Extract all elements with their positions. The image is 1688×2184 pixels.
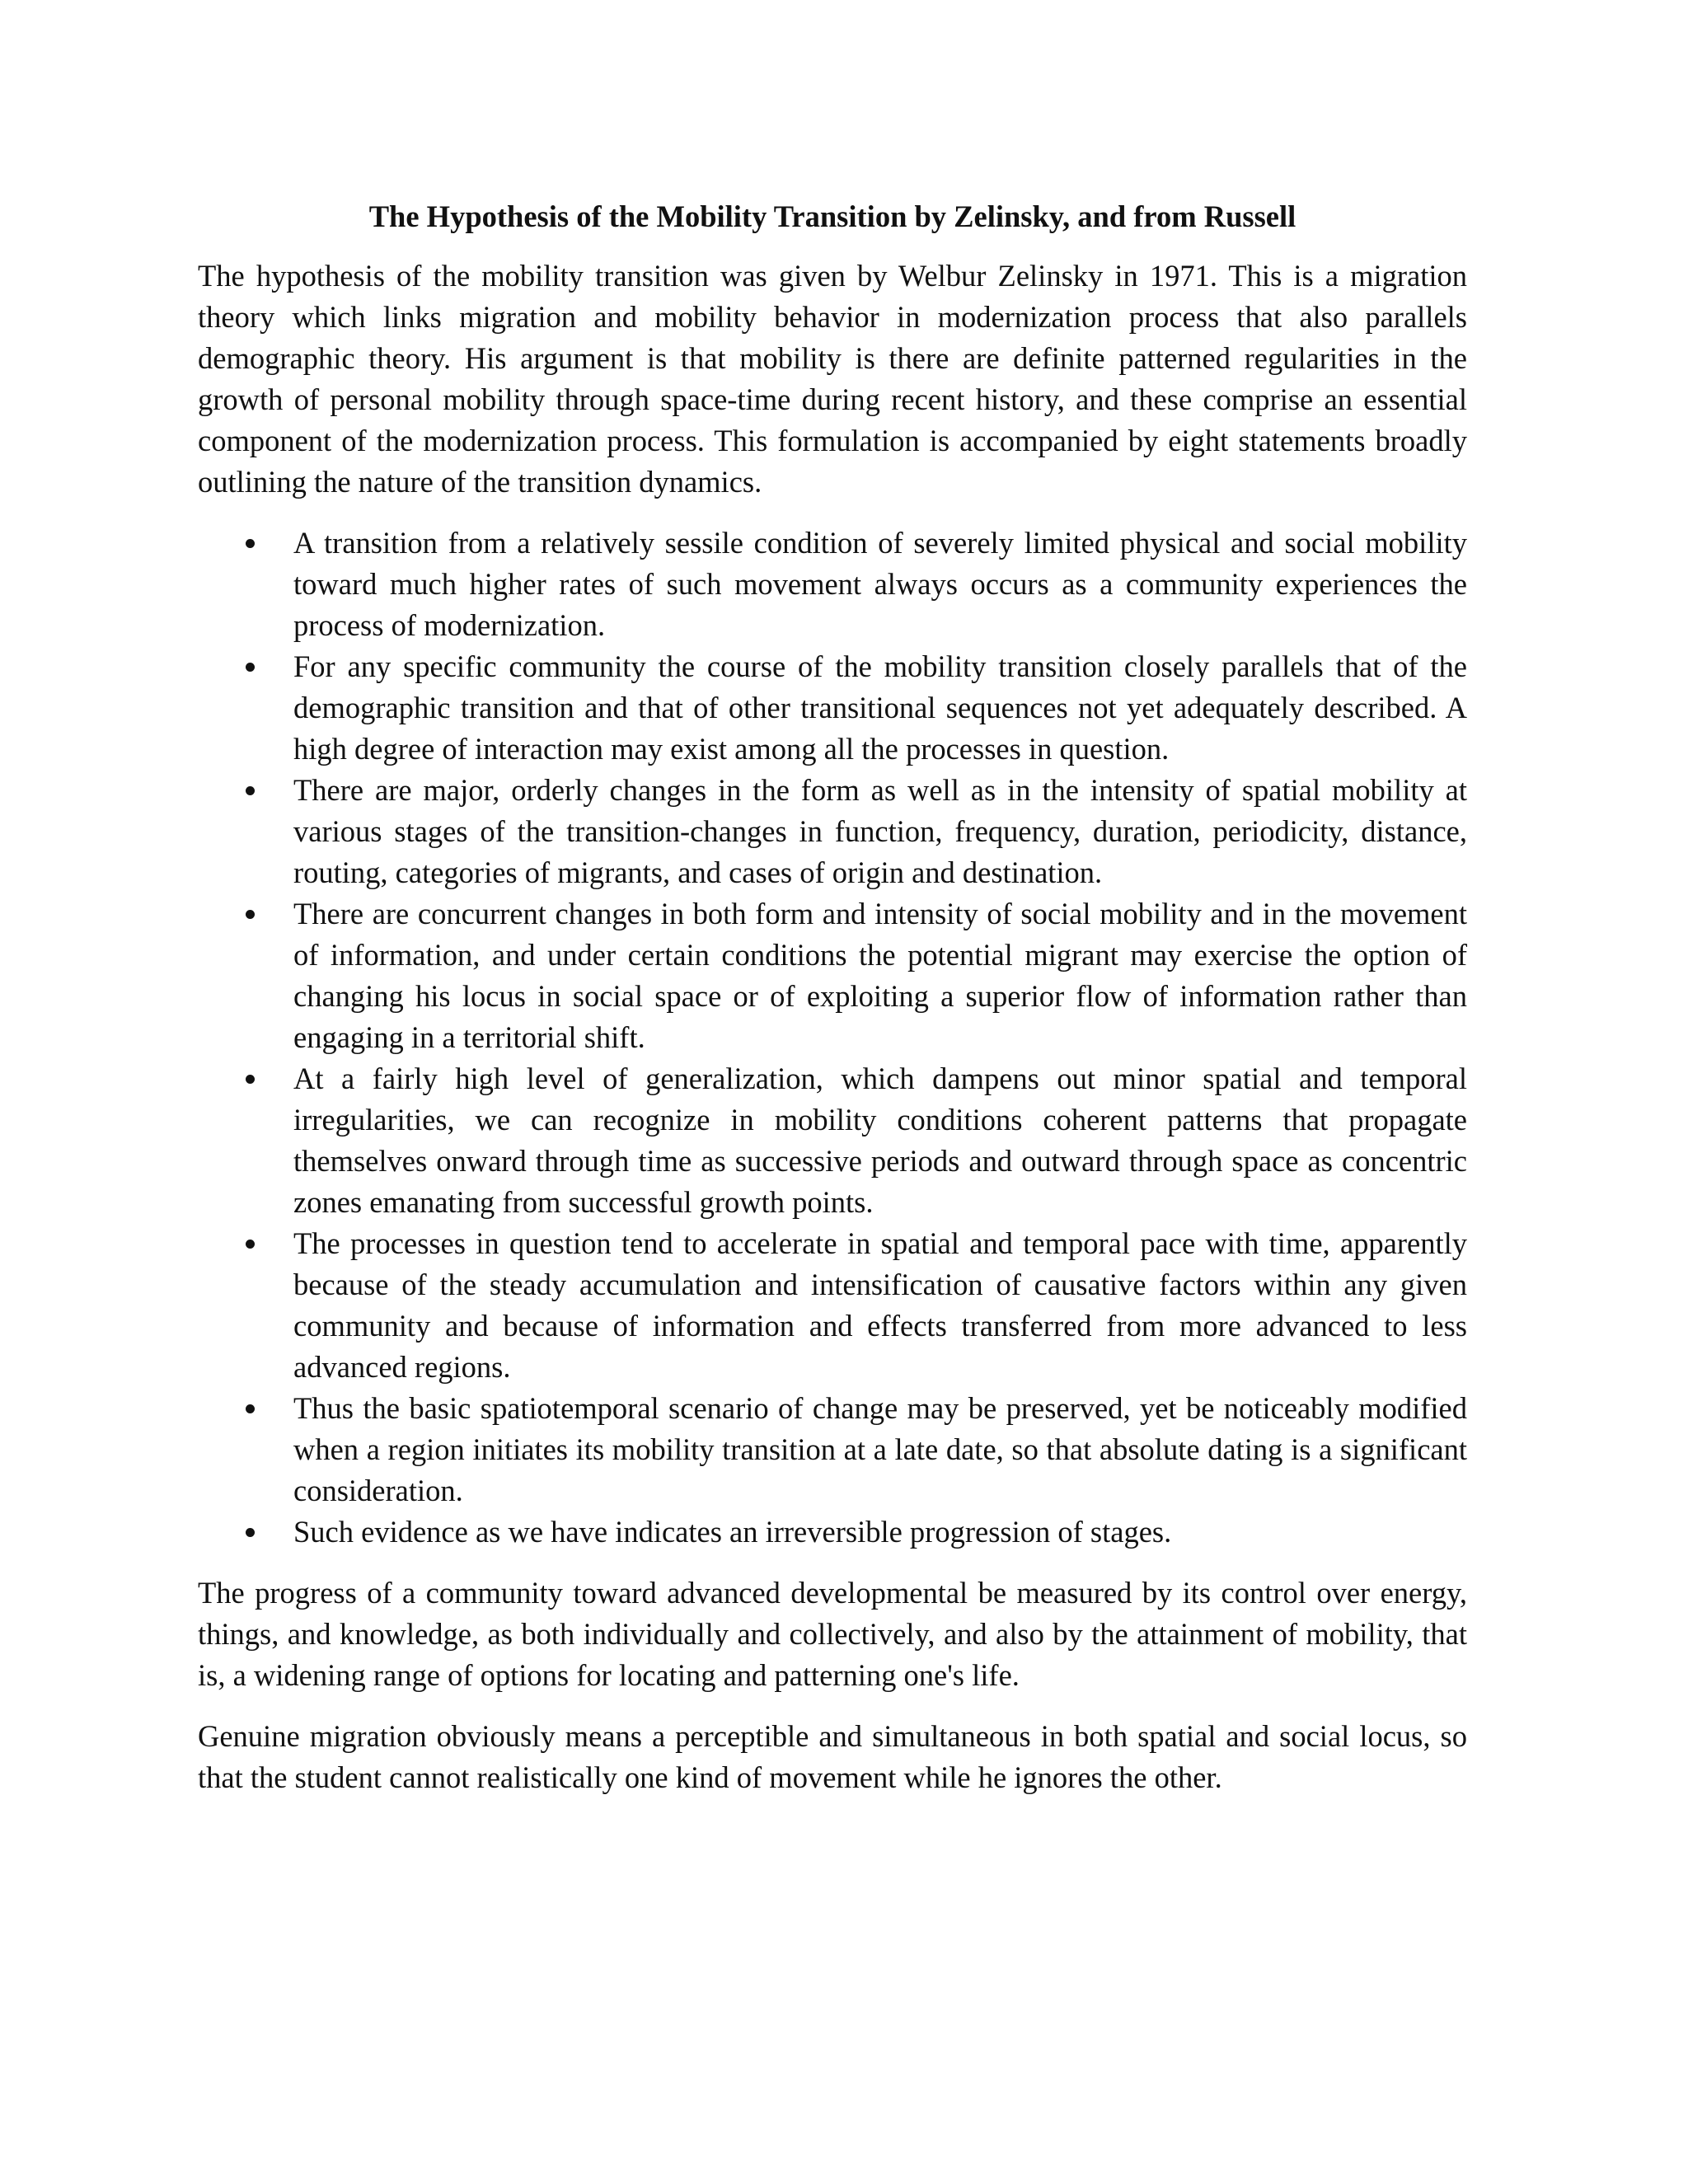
document-title: The Hypothesis of the Mobility Transition by Zelinsky, and from Russell (368, 199, 1296, 233)
document-page (198, 196, 1467, 1798)
bullet-icon (246, 1075, 255, 1084)
bullet-icon (246, 786, 255, 795)
statements-list (198, 523, 1467, 1553)
bullet-icon (246, 1240, 255, 1249)
list-item-text: There are major, orderly changes in the form as well as in the intensity of spatial mobility at various stages of the transition-changes in function, frequency, duration, periodicity, distance, routing, categories of migrants, and cases of origin and destination. (293, 773, 1467, 889)
bullet-icon (246, 539, 255, 548)
progress-paragraph: The progress of a community toward advanced developmental be measured by its control over energy, things, and knowledge, as both individually and collectively, and also by the attainment of mobility, that is, a widening range of options for locating and patterning one's life. (198, 1576, 1467, 1692)
list-item (198, 1388, 1467, 1511)
list-item (198, 770, 1467, 893)
list-item-text: Thus the basic spatiotemporal scenario of change may be preserved, yet be noticeably modified when a region initiates its mobility transition at a late date, so that absolute dating is a significant consideration. (293, 1391, 1467, 1507)
list-item (198, 646, 1467, 770)
list-item-text: The processes in question tend to accelerate in spatial and temporal pace with time, apparently because of the steady accumulation and intensification of causative factors within any given community and because of information and effects transferred from more advanced to less advanced regions. (293, 1226, 1467, 1384)
list-item (198, 1058, 1467, 1223)
bullet-icon (246, 1404, 255, 1413)
list-item-text: There are concurrent changes in both form and intensity of social mobility and in the movement of information, and under certain conditions the potential migrant may exercise the option of changing his locus in social space or of exploiting a superior flow of information rather than engaging in a territorial shift. (293, 897, 1467, 1054)
list-item-text: At a fairly high level of generalization, which dampens out minor spatial and temporal irregularities, we can recognize in mobility conditions coherent patterns that propagate themselves onward through time as successive periods and outward through space as concentric zones emanating from successful growth points. (293, 1062, 1467, 1219)
list-item (198, 523, 1467, 646)
bullet-icon (246, 1528, 255, 1537)
list-item-text: A transition from a relatively sessile condition of severely limited physical and social mobility toward much higher rates of such movement always occurs as a community experiences the process of modernization. (293, 526, 1467, 642)
intro-paragraph: The hypothesis of the mobility transition was given by Welbur Zelinsky in 1971. This is a migration theory which links migration and mobility behavior in modernization process that also parallels demographic theory. His argument is that mobility is there are definite patterned regularities in the growth of personal mobility through space-time during recent history, and these comprise an essential component of the modernization process. This formulation is accompanied by eight statements broadly outlining the nature of the transition dynamics. (198, 259, 1467, 499)
list-item-text: For any specific community the course of the mobility transition closely parallels that of the demographic transition and that of other transitional sequences not yet adequately described. A high degree of interaction may exist among all the processes in question. (293, 649, 1467, 766)
list-item (198, 893, 1467, 1058)
list-item (198, 1511, 1467, 1553)
bullet-icon (246, 910, 255, 919)
list-item-text: Such evidence as we have indicates an irreversible progression of stages. (293, 1515, 1172, 1549)
bullet-icon (246, 663, 255, 672)
list-item (198, 1223, 1467, 1388)
migration-paragraph: Genuine migration obviously means a perceptible and simultaneous in both spatial and social locus, so that the student cannot realistically one kind of movement while he ignores the other. (198, 1719, 1467, 1794)
